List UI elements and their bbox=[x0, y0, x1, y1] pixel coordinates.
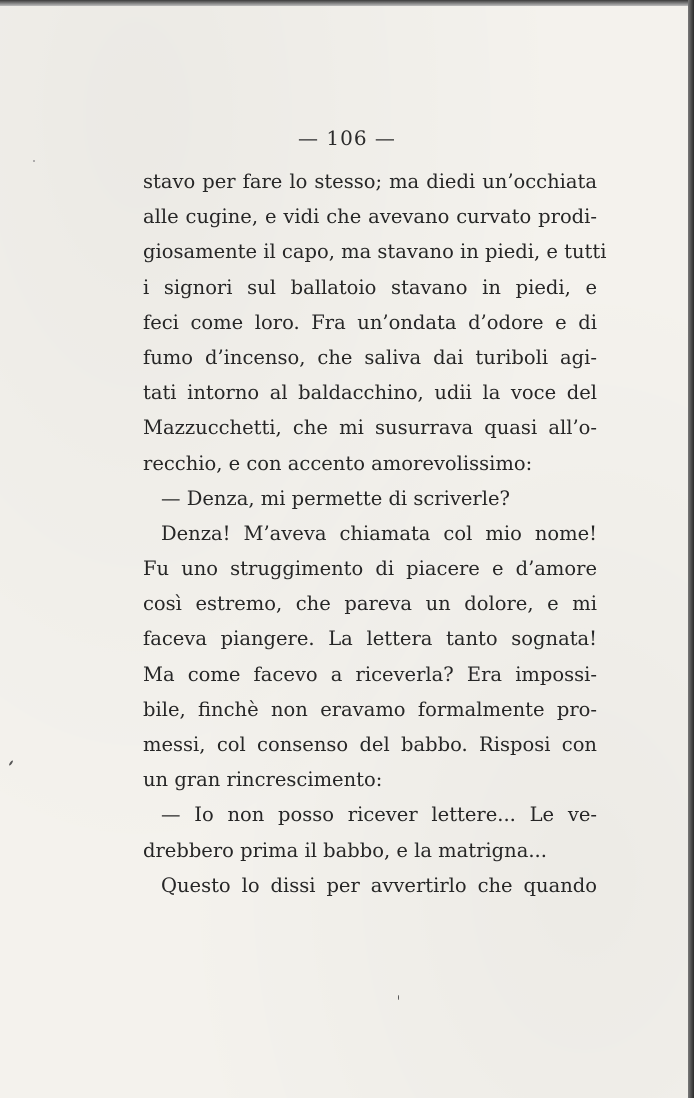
text-line: Fu uno struggimento di piacere e d’amore bbox=[143, 557, 597, 581]
text-line: tati intorno al baldacchino, udii la voce del bbox=[143, 381, 597, 405]
scan-right-edge bbox=[688, 0, 694, 1098]
body-text bbox=[143, 164, 607, 903]
text-line: così estremo, che pareva un dolore, e mi bbox=[143, 592, 597, 616]
text-line: fumo d’incenso, che saliva dai turiboli agi- bbox=[143, 345, 597, 369]
page-number: — 106 — bbox=[298, 126, 396, 150]
text-line: drebbero prima il babbo, e la matrigna... bbox=[143, 838, 547, 862]
paper-speck bbox=[398, 995, 399, 1000]
text-line: Questo lo dissi per avvertirlo che quando bbox=[161, 873, 597, 897]
text-line: feci come loro. Fra un’ondata d’odore e di bbox=[143, 310, 597, 334]
paper-speck bbox=[33, 160, 35, 162]
text-line: alle cugine, e vidi che avevano curvato prodi- bbox=[143, 205, 597, 229]
text-line: bile, finchè non eravamo formalmente pro- bbox=[143, 697, 597, 721]
text-line: messi, col consenso del babbo. Risposi con bbox=[143, 733, 597, 756]
text-line: un gran rincrescimento: bbox=[143, 768, 383, 792]
text-line: giosamente il capo, ma stavano in piedi, e tutti bbox=[143, 240, 607, 264]
text-line: i signori sul ballatoio stavano in piedi, e bbox=[143, 275, 597, 299]
text-line: recchio, e con accento amorevolissimo: bbox=[143, 451, 533, 475]
text-line: faceva piangere. La lettera tanto sognata! bbox=[143, 627, 597, 651]
text-line: Ma come facevo a riceverla? Era impossi- bbox=[143, 662, 597, 686]
text-line: — Io non posso ricever lettere... Le ve- bbox=[161, 803, 597, 827]
text-line: — Denza, mi permette di scriverle? bbox=[161, 486, 510, 510]
text-line: Mazzucchetti, che mi susurrava quasi all’o- bbox=[143, 416, 597, 440]
text-line: stavo per fare lo stesso; ma diedi un’occhiata bbox=[143, 170, 597, 193]
text-line: Denza! M’aveva chiamata col mio nome! bbox=[161, 521, 597, 545]
